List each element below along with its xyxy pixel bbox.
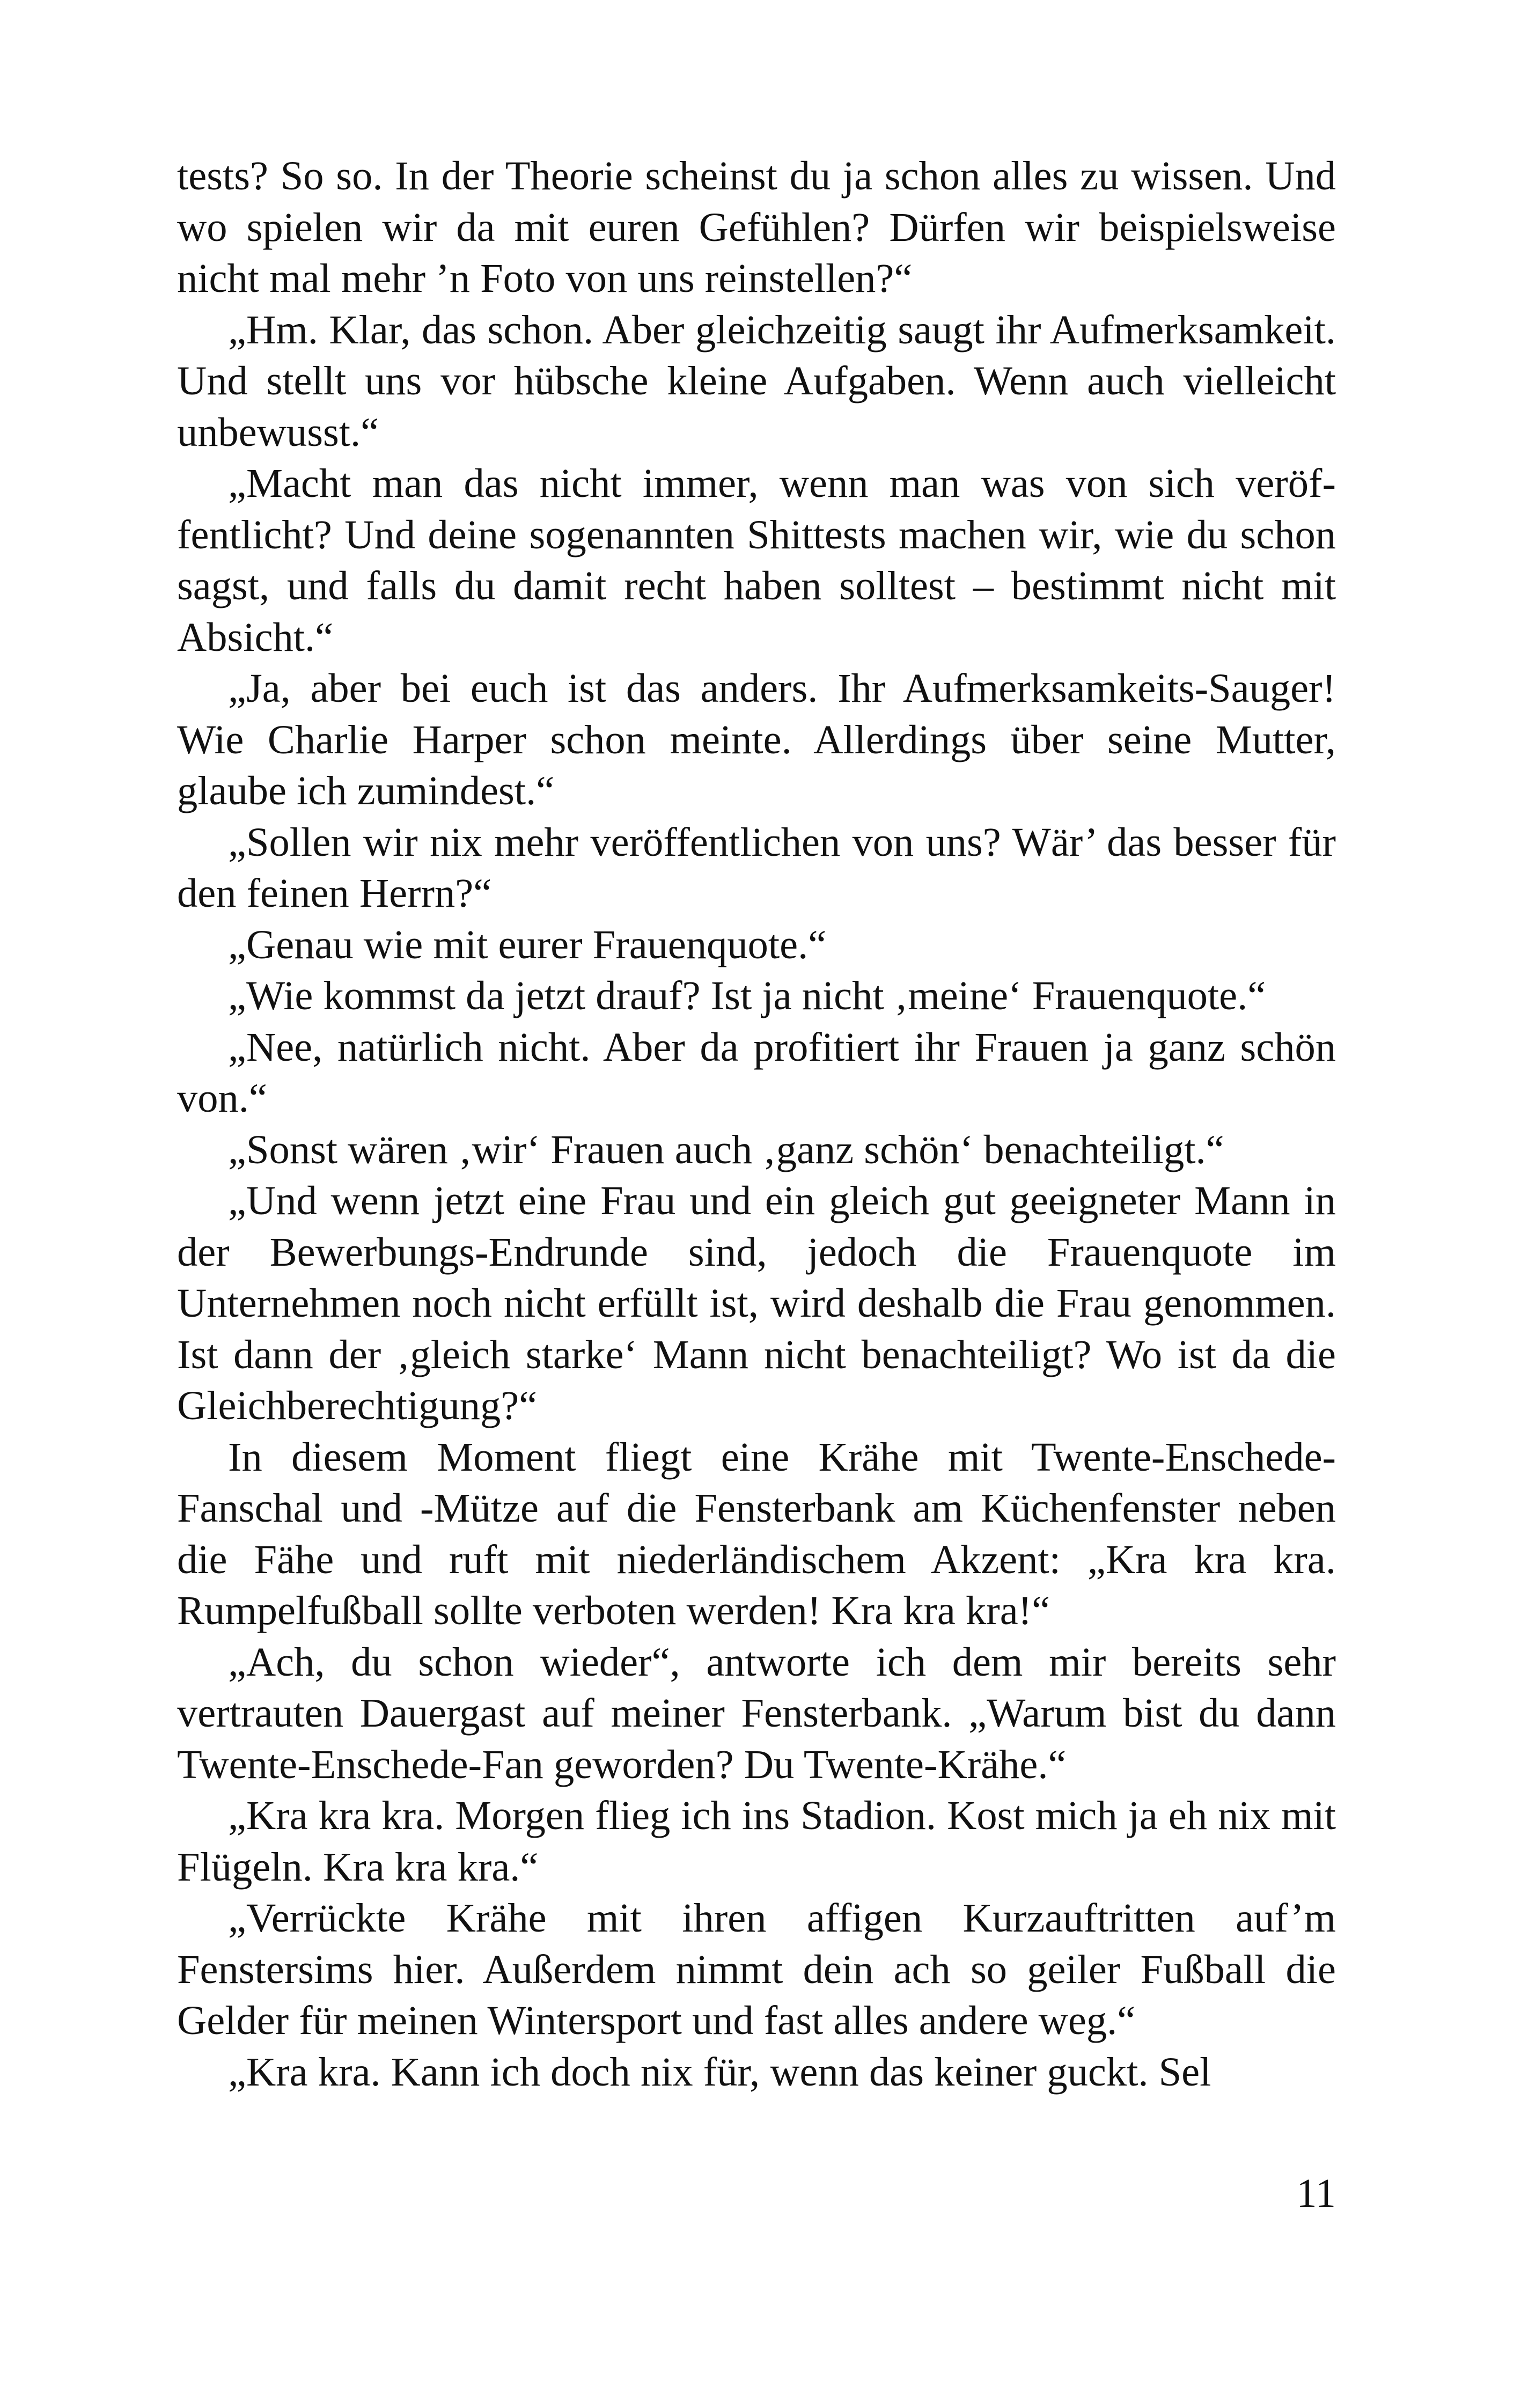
paragraph-12: „Ach, du schon wieder“, antworte ich dem mir bereits sehr vertrauten Dauergast auf meiner Fensterbank. „Warum bist du dann Twente-Enschede-Fan geworden? Du Twente-Krähe.“ <box>177 1639 1336 1787</box>
paragraph-4: „Ja, aber bei euch ist das anders. Ihr Aufmerksamkeits-Sauger! Wie Charlie Harper schon meinte. Allerdings über seine Mutter, glaube ich zumindest.“ <box>177 665 1336 813</box>
paragraph-9: „Sonst wären ‚wir‘ Frauen auch ‚ganz schön‘ benachteiligt.“ <box>228 1126 1224 1172</box>
paragraph-1: tests? So so. In der Theorie scheinst du ja schon alles zu wissen. Und wo spielen wir da mit euren Gefühlen? Dürfen wir beispielsweise nicht mal mehr ’n Foto von uns reinstellen?“ <box>177 153 1336 301</box>
paragraph-7: „Wie kommst da jetzt drauf? Ist ja nicht ‚meine‘ Frauenquote.“ <box>228 973 1266 1018</box>
paragraph-6: „Genau wie mit eurer Frauenquote.“ <box>228 921 827 967</box>
paragraph-3: „Macht man das nicht immer, wenn man was von sich veröffentlicht? Und deine sogenannten Shittests machen wir, wie du schon sagst, und falls du damit recht haben solltest – bestimmt nicht mit Absicht.“ <box>177 460 1336 660</box>
paragraph-2: „Hm. Klar, das schon. Aber gleichzeitig saugt ihr Aufmerksamkeit. Und stellt uns vor hübsche kleine Aufgaben. Wenn auch vielleicht unbewusst.“ <box>177 306 1336 455</box>
paragraph-11: In diesem Moment fliegt eine Krähe mit Twente-Enschede-Fanschal und -Mütze auf die Fensterbank am Küchenfenster neben die Fähe und ruft mit niederländischem Akzent: „Kra kra kra. Rumpelfußball sollte verboten werden! Kra kra kra!“ <box>177 1434 1336 1633</box>
paragraph-8: „Nee, natürlich nicht. Aber da profitiert ihr Frauen ja ganz schön von.“ <box>177 1024 1336 1121</box>
paragraph-14: „Verrückte Krähe mit ihren affigen Kurzauftritten auf’m Fenstersims hier. Außerdem nimmt dein ach so geiler Fußball die Gelder für meinen Wintersport und fast alles andere weg.“ <box>177 1895 1336 2043</box>
page-body <box>177 150 1336 2097</box>
paragraph-5: „Sollen wir nix mehr veröffentlichen von uns? Wär’ das besser für den feinen Herrn?“ <box>177 819 1336 916</box>
page-number: 11 <box>1296 2170 1336 2216</box>
paragraph-13: „Kra kra kra. Morgen flieg ich ins Stadion. Kost mich ja eh nix mit Flügeln. Kra kra kra.“ <box>177 1793 1336 1890</box>
paragraph-15: „Kra kra. Kann ich doch nix für, wenn das keiner guckt. Sel <box>228 2049 1211 2095</box>
paragraph-10: „Und wenn jetzt eine Frau und ein gleich gut geeigneter Mann in der Bewerbungs-Endrunde sind, jedoch die Frauenquote im Unternehmen noch nicht erfüllt ist, wird deshalb die Frau genommen. Ist dann der ‚gleich starke‘ Mann nicht benachteiligt? Wo ist da die Gleichberechtigung?“ <box>177 1178 1336 1428</box>
